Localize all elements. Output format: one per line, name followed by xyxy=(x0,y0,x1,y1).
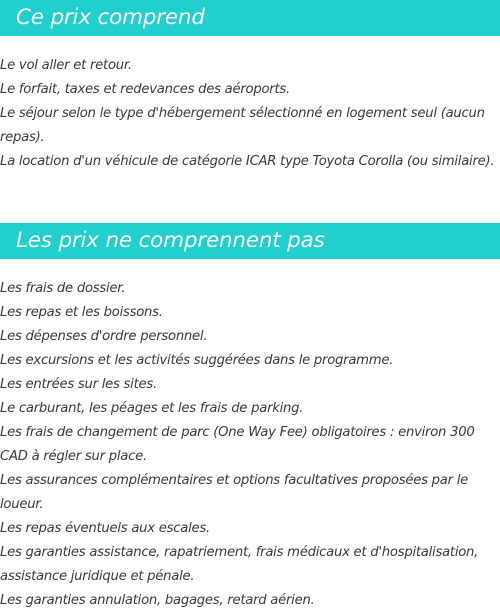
excludes-list xyxy=(0,277,500,613)
excludes-section-title: Les prix ne comprennent pas xyxy=(16,228,325,253)
excludes-list-item: Les frais de dossier. xyxy=(0,281,126,296)
excludes-list-item: Les assurances complémentaires et options facultatives proposées par le loueur. xyxy=(0,473,468,512)
excludes-section-header xyxy=(0,223,500,259)
includes-list-item: Le séjour selon le type d'hébergement sélectionné en logement seul (aucun repas). xyxy=(0,106,485,145)
excludes-list-item: Les garanties annulation, bagages, retard aérien. xyxy=(0,593,315,608)
excludes-list-item: Les entrées sur les sites. xyxy=(0,377,157,392)
excludes-list-item: Les dépenses d'ordre personnel. xyxy=(0,329,208,344)
includes-list-item: Le forfait, taxes et redevances des aéroports. xyxy=(0,82,290,97)
includes-list xyxy=(0,54,500,174)
excludes-list-item: Les garanties assistance, rapatriement, frais médicaux et d'hospitalisation, assistance juridique et pénale. xyxy=(0,545,479,584)
excludes-list-item: Les repas et les boissons. xyxy=(0,305,163,320)
excludes-list-item: Les repas éventuels aux escales. xyxy=(0,521,210,536)
includes-section-title: Ce prix comprend xyxy=(16,5,205,30)
includes-list-item: Le vol aller et retour. xyxy=(0,58,132,73)
excludes-list-item: Le carburant, les péages et les frais de parking. xyxy=(0,401,304,416)
includes-section-header xyxy=(0,0,500,36)
includes-list-item: La location d'un véhicule de catégorie ICAR type Toyota Corolla (ou similaire). xyxy=(0,154,495,169)
excludes-list-item: Les excursions et les activités suggérées dans le programme. xyxy=(0,353,394,368)
excludes-list-item: Les frais de changement de parc (One Way Fee) obligatoires : environ 300 CAD à régler sur place. xyxy=(0,425,475,464)
